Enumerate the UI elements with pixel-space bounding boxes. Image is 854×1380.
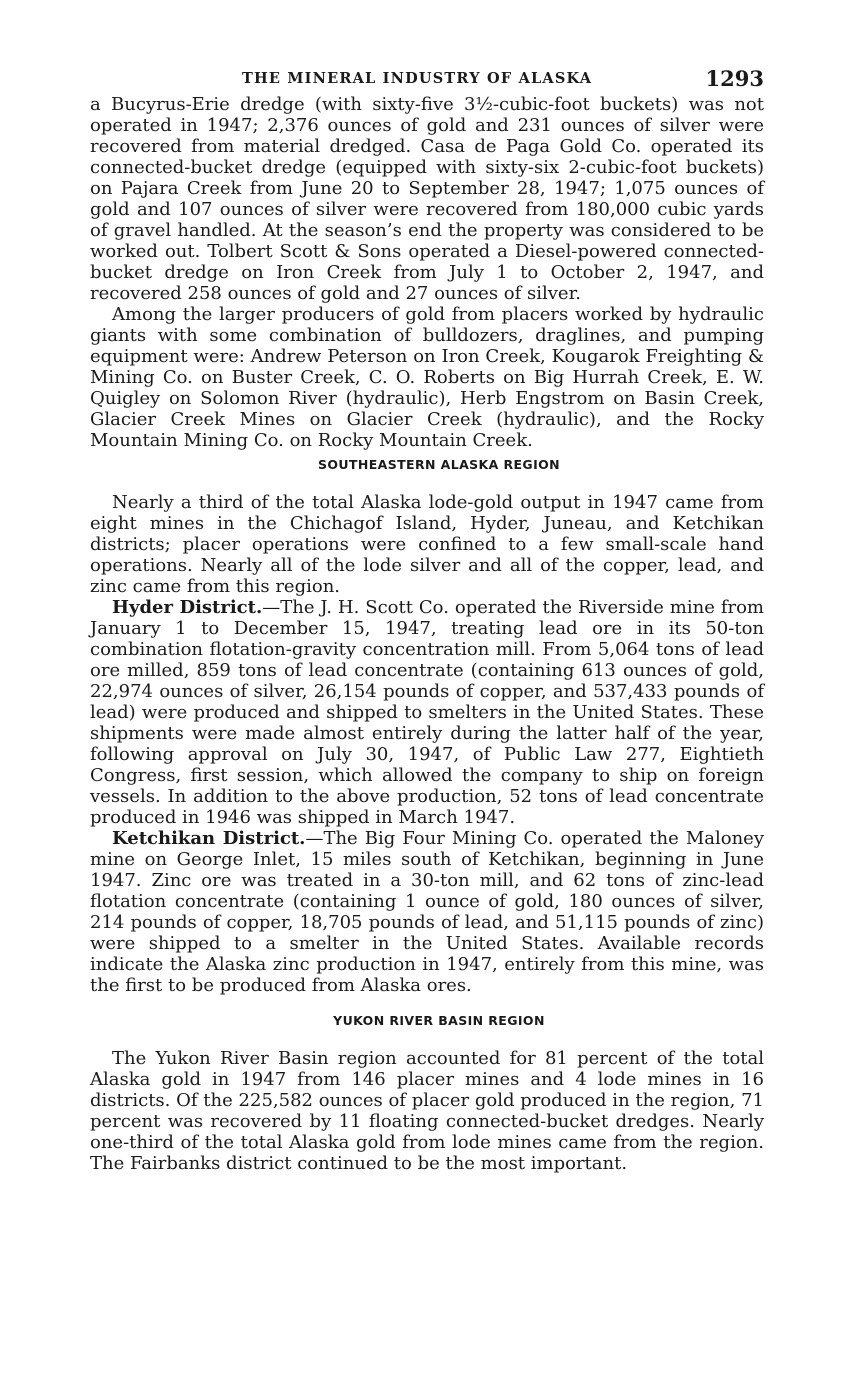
ketchikan-district-label: Ketchikan District. (112, 828, 306, 849)
ketchikan-district-text: —The Big Four Mining Co. operated the Maloney mine on George Inlet, 15 miles south of Ketchikan, beginning in June 1947. Zinc ore was treated in a 30-ton mill, and 62 tons of zinc-lead flotation concentrate (containing 1 ounce of gold, 180 ounces of silver, 214 pounds of copper, 18,705 pounds of lead, and 51,115 pounds of zinc) were shipped to a smelter in the United States. Available records indicate the Alaska zinc production in 1947, entirely from this mine, was the first to be produced from Alaska ores. (90, 828, 764, 996)
paragraph-ketchikan-district (90, 828, 764, 996)
paragraph-southeastern-intro: Nearly a third of the total Alaska lode-gold output in 1947 came from eight mines in the Chichagof Island, Hyder, Juneau, and Ketchikan districts; placer operations were confined to a few small-scale hand operations. Nearly all of the lode silver and all of the copper, lead, and zinc came from this region. (90, 492, 764, 597)
paragraph-hyder-district (90, 597, 764, 828)
document-page (90, 68, 764, 1174)
paragraph-dredge-operations: a Bucyrus-Erie dredge (with sixty-five 3½-cubic-foot buckets) was not operated in 1947; 2,376 ounces of gold and 231 ounces of silver were recovered from material dredged. Casa de Paga Gold Co. operated its connected-bucket dredge (equipped with sixty-six 2-cubic-foot buckets) on Pajara Creek from June 20 to September 28, 1947; 1,075 ounces of gold and 107 ounces of silver were recovered from 180,000 cubic yards of gravel handled. At the season’s end the property was considered to be worked out. Tolbert Scott & Sons operated a Diesel-powered connected-bucket dredge on Iron Creek from July 1 to October 2, 1947, and recovered 258 ounces of gold and 27 ounces of silver. (90, 94, 764, 304)
running-title: THE MINERAL INDUSTRY OF ALASKA (242, 70, 593, 87)
hyder-district-label: Hyder District. (112, 597, 263, 618)
page-number: 1293 (705, 66, 764, 91)
paragraph-hydraulic-producers: Among the larger producers of gold from placers worked by hydraulic giants with some combination of bulldozers, draglines, and pumping equipment were: Andrew Peterson on Iron Creek, Kougarok Freighting & Mining Co. on Buster Creek, C. O. Roberts on Big Hurrah Creek, E. W. Quigley on Solomon River (hydraulic), Herb Engstrom on Basin Creek, Glacier Creek Mines on Glacier Creek (hydraulic), and the Rocky Mountain Mining Co. on Rocky Mountain Creek. (90, 304, 764, 451)
paragraph-yukon-intro: The Yukon River Basin region accounted for 81 percent of the total Alaska gold in 1947 from 146 placer mines and 4 lode mines in 16 districts. Of the 225,582 ounces of placer gold produced in the region, 71 percent was recovered by 11 floating connected-bucket dredges. Nearly one-third of the total Alaska gold from lode mines came from the region. The Fairbanks district continued to be the most important. (90, 1048, 764, 1174)
section-heading-yukon: YUKON RIVER BASIN REGION (333, 1013, 545, 1028)
section-heading-southeastern: SOUTHEASTERN ALASKA REGION (317, 457, 561, 472)
hyder-district-text: —The J. H. Scott Co. operated the Riverside mine from January 1 to December 15, 1947, treating lead ore in its 50-ton combination flotation-gravity concentration mill. From 5,064 tons of lead ore milled, 859 tons of lead concentrate (containing 613 ounces of gold, 22,974 ounces of silver, 26,154 pounds of copper, and 537,433 pounds of lead) were produced and shipped to smelters in the United States. These shipments were made almost entirely during the latter half of the year, following approval on July 30, 1947, of Public Law 277, Eightieth Congress, first session, which allowed the company to ship on foreign vessels. In addition to the above production, 52 tons of lead concentrate produced in 1946 was shipped in March 1947. (90, 597, 764, 828)
running-head (90, 68, 764, 94)
